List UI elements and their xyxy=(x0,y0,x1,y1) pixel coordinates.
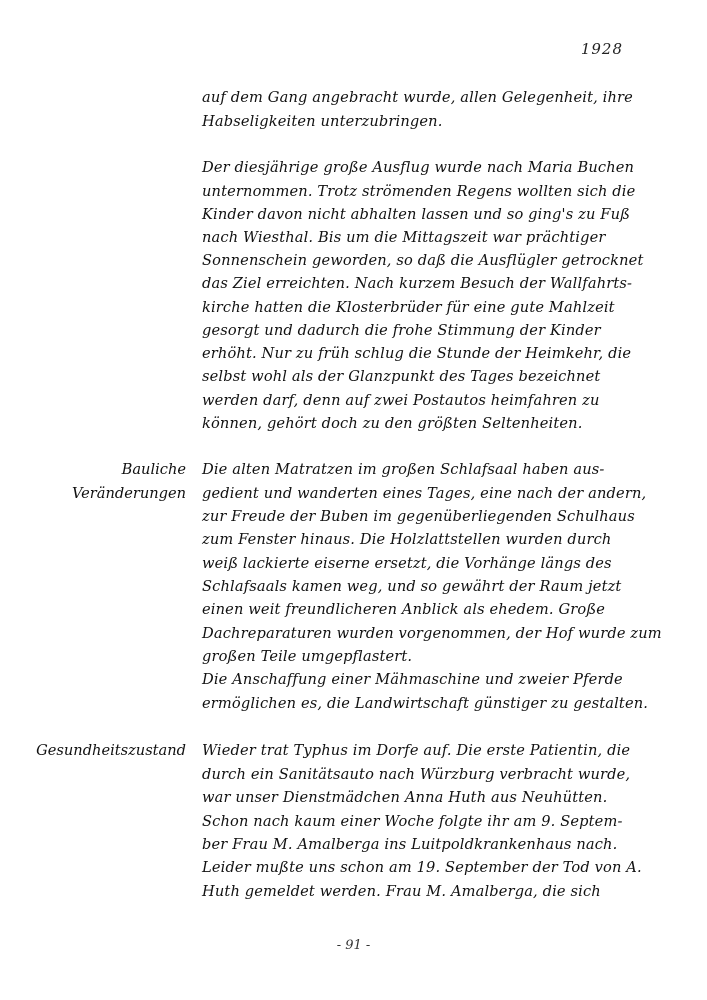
margin-heading: Bauliche xyxy=(121,461,186,478)
text-line: auf dem Gang angebracht wurde, allen Gelegenheit, ihre xyxy=(202,89,633,106)
text-line: Wieder trat Typhus im Dorfe auf. Die erste Patientin, die xyxy=(202,742,631,759)
page-number: - 91 - xyxy=(336,938,371,953)
text-line: zur Freude der Buben im gegenüberliegenden Schulhaus xyxy=(202,508,635,525)
text-line: Habseligkeiten unterzubringen. xyxy=(202,113,443,130)
text-line: Leider mußte uns schon am 19. September der Tod von A. xyxy=(202,859,642,876)
text-line: werden darf, denn auf zwei Postautos heimfahren zu xyxy=(202,392,600,409)
text-line: Kinder davon nicht abhalten lassen und so ging's zu Fuß xyxy=(202,206,631,223)
text-line: Sonnenschein geworden, so daß die Ausflügler getrocknet xyxy=(202,252,644,269)
text-line: das Ziel erreichten. Nach kurzem Besuch der Wallfahrts- xyxy=(202,275,633,292)
text-line: großen Teile umgepflastert. xyxy=(202,648,413,665)
text-line: nach Wiesthal. Bis um die Mittagszeit war prächtiger xyxy=(202,229,606,246)
text-line: erhöht. Nur zu früh schlug die Stunde der Heimkehr, die xyxy=(202,345,632,362)
text-line: Der diesjährige große Ausflug wurde nach Maria Buchen xyxy=(202,159,635,176)
page-year: 1928 xyxy=(580,40,623,58)
text-line: gesorgt und dadurch die frohe Stimmung der Kinder xyxy=(202,322,601,339)
margin-heading: Gesundheitszustand xyxy=(36,742,186,759)
text-line: selbst wohl als der Glanzpunkt des Tages bezeichnet xyxy=(202,368,601,385)
text-line: Huth gemeldet werden. Frau M. Amalberga, die sich xyxy=(202,883,601,900)
text-line: Die Anschaffung einer Mähmaschine und zweier Pferde xyxy=(202,671,623,688)
text-line: durch ein Sanitätsauto nach Würzburg verbracht wurde, xyxy=(202,766,631,783)
text-line: Dachreparaturen wurden vorgenommen, der Hof wurde zum xyxy=(202,625,662,642)
text-line: können, gehört doch zu den größten Seltenheiten. xyxy=(202,415,583,432)
text-line: gedient und wanderten eines Tages, eine nach der andern, xyxy=(202,485,647,502)
text-line: Schon nach kaum einer Woche folgte ihr am 9. Septem- xyxy=(202,813,623,830)
text-line: kirche hatten die Klosterbrüder für eine gute Mahlzeit xyxy=(202,299,615,316)
text-line: war unser Dienstmädchen Anna Huth aus Neuhütten. xyxy=(202,789,608,806)
text-line: weiß lackierte eiserne ersetzt, die Vorhänge längs des xyxy=(202,555,612,572)
text-line: ermöglichen es, die Landwirtschaft günstiger zu gestalten. xyxy=(202,695,649,712)
text-line: Die alten Matratzen im großen Schlafsaal haben aus- xyxy=(202,461,605,478)
margin-heading: Veränderungen xyxy=(71,485,186,502)
text-line: einen weit freundlicheren Anblick als ehedem. Große xyxy=(202,601,606,618)
text-line: unternommen. Trotz strömenden Regens wollten sich die xyxy=(202,183,636,200)
text-line: zum Fenster hinaus. Die Holzlattstellen wurden durch xyxy=(202,531,612,548)
text-line: Schlafsaals kamen weg, und so gewährt der Raum jetzt xyxy=(202,578,622,595)
text-line: ber Frau M. Amalberga ins Luitpoldkrankenhaus nach. xyxy=(202,836,618,853)
